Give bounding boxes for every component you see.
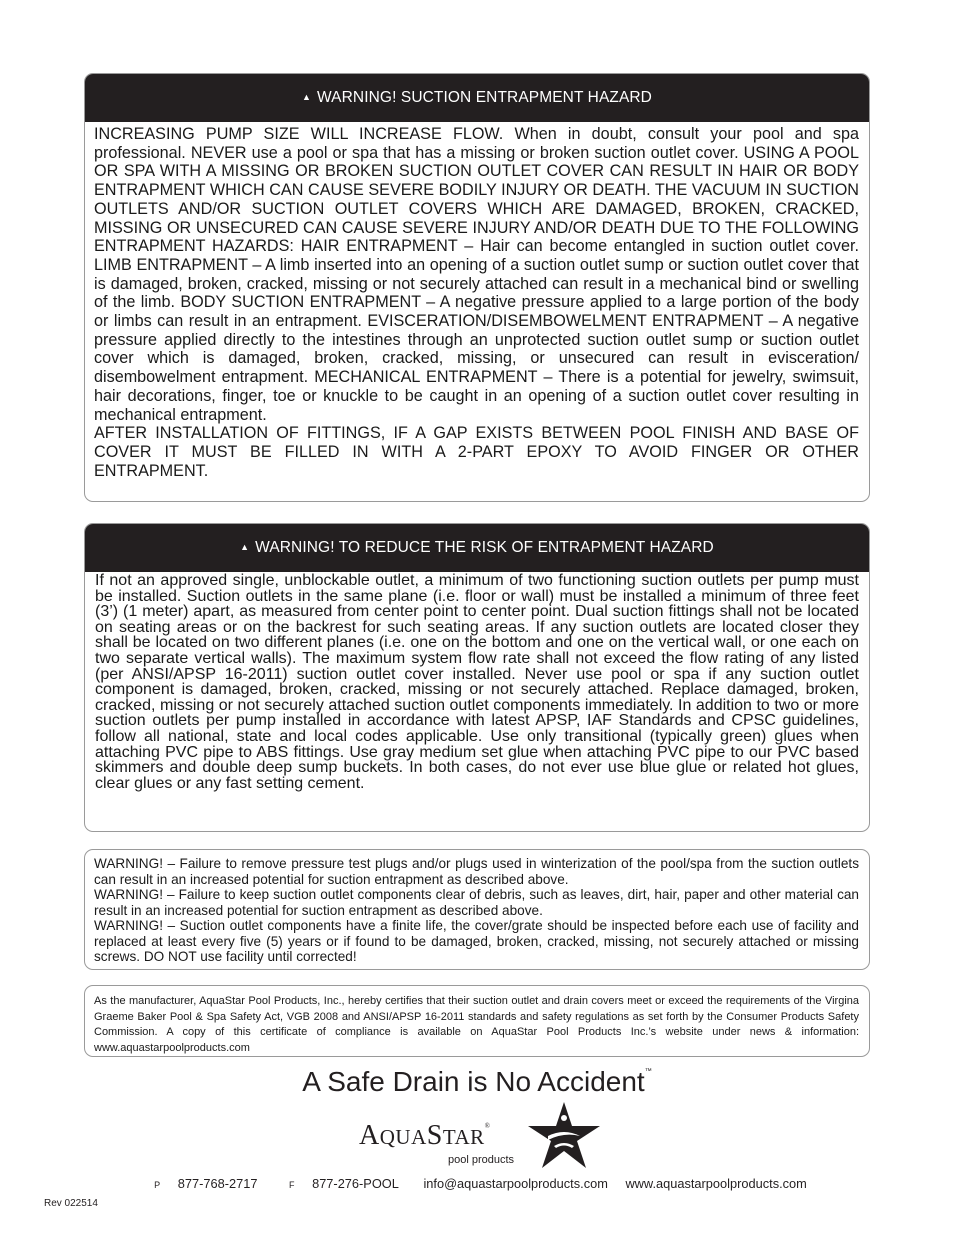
email-link[interactable]: info@aquastarpoolproducts.com (423, 1176, 608, 1191)
warning-title: WARNING! SUCTION ENTRAPMENT HAZARD (317, 89, 652, 106)
slogan-text: A Safe Drain is No Accident (302, 1066, 645, 1097)
warning-triangle-icon: ▲ (302, 92, 312, 102)
logo-wordmark: AQUASTAR® (359, 1120, 491, 1151)
reduce-risk-warning-box (84, 523, 870, 832)
star-figure-icon (528, 1102, 600, 1168)
phone: P 877-768-2717 (154, 1176, 258, 1191)
warning-body (85, 122, 869, 480)
logo-tagline: pool products (448, 1154, 515, 1166)
warning-line: WARNING! – Failure to keep suction outlet components clear of debris, such as leaves, dirt, hair, paper and other material can result in an increased potential for suction entrapment as described above. (94, 887, 859, 918)
warning-paragraph: AFTER INSTALLATION OF FITTINGS, IF A GAP EXISTS BETWEEN POOL FINISH AND BASE OF COVER IT MUST BE FILLED IN WITH A 2-PART EPOXY TO AVOID FINGER OR OTHER ENTRAPMENT. (94, 424, 859, 480)
slogan (0, 1066, 954, 1098)
additional-warnings-box (84, 849, 870, 970)
warning-header (85, 524, 869, 572)
warning-line: WARNING! – Failure to remove pressure test plugs and/or plugs used in winterization of the pool/spa from the suction outlets can result in an increased potential for suction entrapment as described above. (94, 856, 859, 887)
certification-box (84, 985, 870, 1057)
warning-paragraph: If not an approved single, unblockable outlet, a minimum of two functioning suction outlets per pump must be installed. Suction outlets in the same plane (i.e. floor or wall) must be installed a minimum of three feet (3’) (1 meter) apart, as measured from center point to center point. Dual suction fittings shall not be located on seating areas or on the backrest for such seating areas. If any suction outlets are located closer they shall be located on two different planes (i.e. one on the bottom and one on the vertical wall, or one each on two separate vertical walls). The maximum system flow rate shall not exceed the flow rating of any listed (per ANSI/APSP 16-2011) suction outlet cover installed. Never use pool or spa if any suction outlet component is damaged, broken, cracked, missing or not securely attached. Replace damaged, broken, cracked, missing or not securely attached suction outlet components immediately. In addition to two or more suction outlets per pump installed in accordance with latest APSP, IAF Standards and CPSC guidelines, follow all national, state and local codes applicable. Use only transitional (typically green) glues when attaching PVC pipe to ABS fittings. Use gray medium set glue when attaching PVC pipe to our PVC based skimmers and double deep sump buckets. In both cases, do not ever use blue glue or related hot glues, clear glues or any fast setting cement. (95, 572, 859, 792)
trademark-mark: ™ (644, 1067, 652, 1075)
warning-paragraph: INCREASING PUMP SIZE WILL INCREASE FLOW. When in doubt, consult your pool and spa professional. NEVER use a pool or spa that has a missing or broken suction outlet cover. USING A POOL OR SPA WITH A MISSING OR BROKEN SUCTION OUTLET COVER CAN RESULT IN HAIR OR BODY ENTRAPMENT WHICH CAN CAUSE SEVERE BODILY INJURY OR DEATH. THE VACUUM IN SUCTION OUTLETS AND/OR SUCTION OUTLET COVERS WHICH ARE DAMAGED, BROKEN, CRACKED, MISSING OR UNSECURED CAN CAUSE SEVERE INJURY AND/OR DEATH DUE TO THE FOLLOWING ENTRAPMENT HAZARDS: HAIR ENTRAPMENT – Hair can become entangled in suction outlet cover. LIMB ENTRAPMENT – A limb inserted into an opening of a suction outlet sump or suction outlet cover that is damaged, broken, cracked, missing or not securely attached can result in a mechanical bind or swelling of the limb. BODY SUCTION ENTRAPMENT – A negative pressure applied to a large portion of the body or limbs can result in an entrapment. EVISCERATION/DISEMBOWELMENT ENTRAPMENT – A negative pressure applied directly to the intestines through an unprotected suction outlet sump or suction outlet cover which is damaged, broken, cracked, missing, or unsecured can result in evisceration/ disembowelment entrapment. MECHANICAL ENTRAPMENT – There is a potential for jewelry, swimsuit, hair decorations, finger, toe or knuckle to be caught in an opening of a suction outlet cover resulting in mechanical entrapment. (94, 125, 859, 424)
warning-triangle-icon: ▲ (240, 542, 250, 552)
contact-line (0, 1176, 954, 1191)
warning-body (85, 572, 869, 791)
warning-title: WARNING! TO REDUCE THE RISK OF ENTRAPMENT HAZARD (255, 539, 714, 556)
revision-label: Rev 022514 (44, 1198, 98, 1209)
warning-line: WARNING! – Suction outlet components have a finite life, the cover/grate should be inspected before each use of facility and replaced at least every five (5) years or if found to be damaged, broken, cracked, missing, not securely attached or missing screws. DO NOT use facility until corrected! (94, 918, 859, 964)
suction-entrapment-warning-box (84, 73, 870, 502)
certification-text: As the manufacturer, AquaStar Pool Products, Inc., hereby certifies that their suction outlet and drain covers meet or exceed the requirements of the Virgina Graeme Baker Pool & Spa Safety Act, VGB 2008 and ANSI/APSP 16-2011 standards and safety regulations as set forth by the Consumer Products Safety Commission. A copy of this certificate of compliance is available on AquaStar Pool Products Inc.’s website under news & information: www.aquastarpoolproducts.com (94, 995, 859, 1055)
aquastar-logo (356, 1102, 606, 1172)
fax: F 877-276-POOL (289, 1176, 399, 1191)
website-link[interactable]: www.aquastarpoolproducts.com (625, 1176, 807, 1191)
warning-header (85, 74, 869, 122)
